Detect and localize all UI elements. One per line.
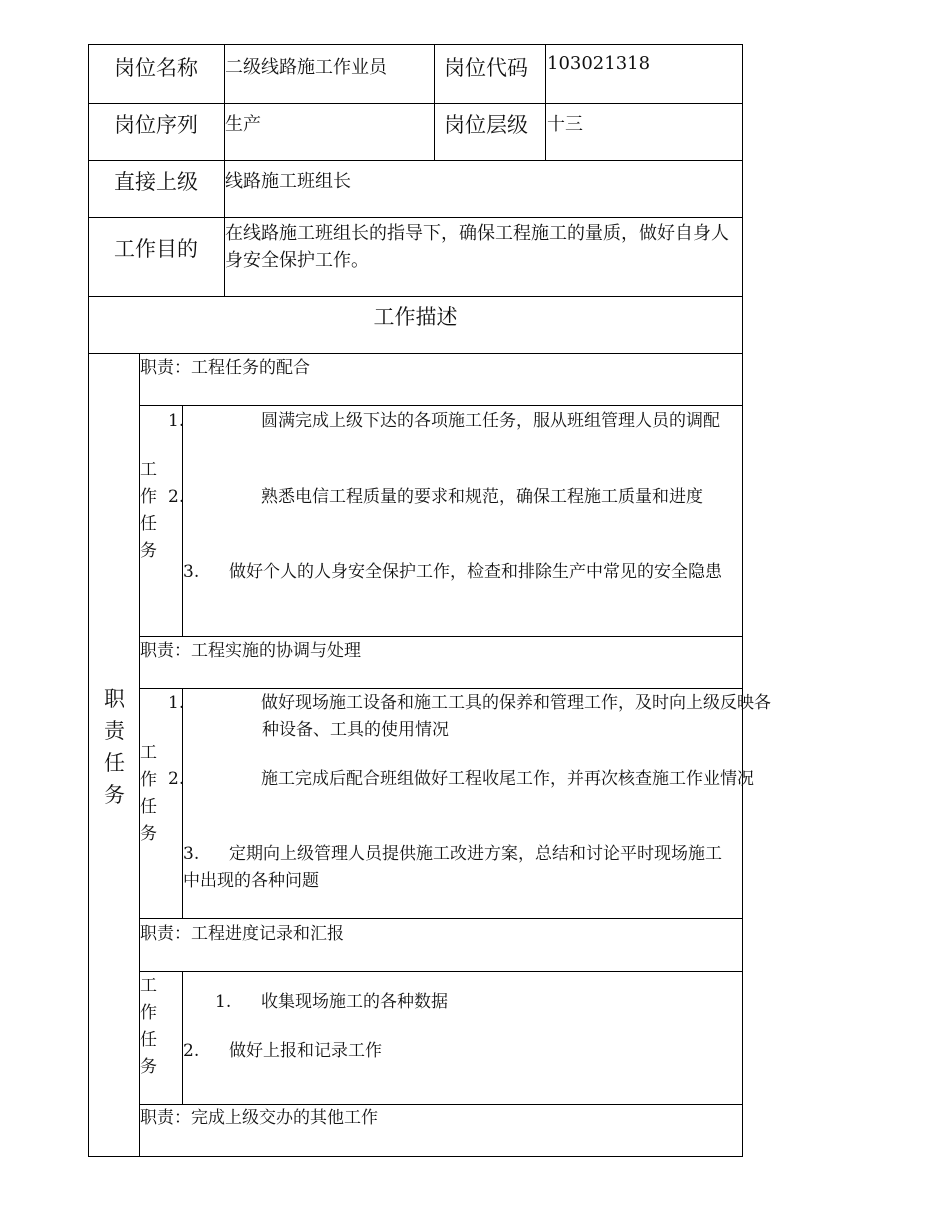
job-description-table: [88, 44, 771, 1157]
purpose-label: 工作目的: [114, 237, 198, 261]
purpose-value: 在线路施工班组长的指导下，确保工程施工的量质，做好自身人身安全保护工作。: [225, 223, 729, 271]
task-label: 工 作 任 务: [140, 976, 157, 1077]
post-level-label: 岗位层级: [444, 113, 528, 137]
list-item: 1. 做好现场施工设备和施工工具的保养和管理工作，及时向上级反映各种设备、工具的使用情况: [168, 693, 771, 740]
list-item: 1. 圆满完成上级下达的各项施工任务，服从班组管理人员的调配: [168, 411, 720, 431]
task-label: 工 作 任 务: [140, 743, 157, 844]
list-item: 3. 定期向上级管理人员提供施工改进方案，总结和讨论平时现场施工中出现的各种问题: [183, 844, 722, 891]
duty-title: 职责：完成上级交办的其他工作: [140, 1108, 378, 1128]
superior-label: 直接上级: [114, 170, 198, 194]
duties-label: 职 责 任 务: [104, 687, 125, 807]
post-series-label: 岗位序列: [114, 113, 198, 137]
duty-title: 职责：工程实施的协调与处理: [140, 641, 361, 661]
post-name-label: 岗位名称: [114, 56, 198, 80]
task-label: 工 作 任 务: [140, 460, 157, 561]
post-level-value: 十三: [547, 114, 583, 135]
list-item: 2. 施工完成后配合班组做好工程收尾工作，并再次核查施工作业情况: [168, 769, 754, 789]
list-item: 1. 收集现场施工的各种数据: [215, 992, 448, 1012]
list-item: 3. 做好个人的人身安全保护工作，检查和排除生产中常见的安全隐患: [183, 562, 722, 582]
duty-title: 职责：工程任务的配合: [140, 358, 310, 378]
description-title: 工作描述: [373, 305, 458, 329]
post-series-value: 生产: [225, 114, 261, 135]
duty-title: 职责：工程进度记录和汇报: [140, 924, 344, 944]
list-item: 2. 熟悉电信工程质量的要求和规范，确保工程施工质量和进度: [168, 487, 703, 507]
superior-value: 线路施工班组长: [225, 171, 351, 192]
post-name-value: 二级线路施工作业员: [225, 57, 387, 78]
post-code-value: 103021318: [547, 53, 651, 74]
post-code-label: 岗位代码: [444, 56, 528, 80]
list-item: 2. 做好上报和记录工作: [183, 1041, 382, 1061]
